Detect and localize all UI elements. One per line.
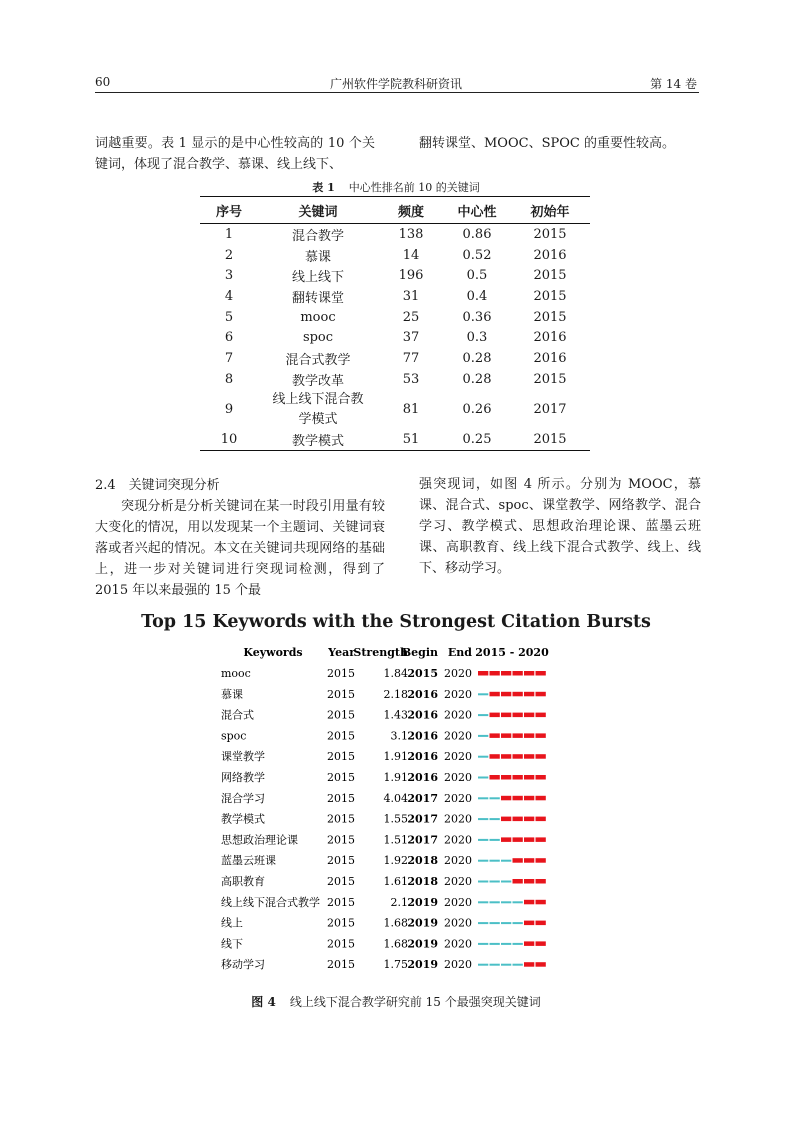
cell-keyword: 教学改革: [291, 373, 344, 389]
burst-segment-active: [524, 775, 534, 780]
burst-end-value: 2020: [444, 833, 472, 847]
burst-segment-inactive: [513, 922, 523, 924]
burst-segment-active: [513, 733, 523, 738]
burst-segment-inactive: [478, 777, 488, 779]
burst-segment-active: [536, 921, 546, 926]
burst-segment-inactive: [513, 901, 523, 903]
cell-frequency: 196: [398, 268, 424, 284]
cell-index: 1: [224, 226, 234, 242]
cell-centrality: 0.4: [466, 288, 488, 304]
burst-segment-inactive: [478, 756, 488, 758]
col-header-keywords: Keywords: [243, 646, 303, 659]
burst-segment-active: [524, 858, 534, 863]
burst-keyword-label: spoc: [221, 729, 247, 743]
cell-centrality: 0.52: [462, 247, 492, 263]
burst-segment-inactive: [478, 693, 488, 695]
table-row: [200, 265, 590, 286]
burst-segment-active: [501, 692, 511, 697]
burst-strength-value: 1.92: [383, 854, 408, 868]
col-header-keyword: 关键词: [258, 197, 378, 224]
burst-strength-value: 1.55: [383, 812, 408, 826]
table-row: [200, 390, 590, 430]
paragraph-burst-right: 强突现词，如图 4 所示。分别为 MOOC，慕课、混合式、spoc、课堂教学、网络教学、混合学习、教学模式、思想政治理论课、蓝墨云班课、高职教育、线上线下混合式教学、线上、线下、移动学习。: [419, 477, 701, 576]
burst-segment-active: [524, 900, 534, 905]
burst-segment-active: [524, 941, 534, 946]
cell-frequency: 37: [402, 330, 420, 346]
burst-segment-active: [536, 733, 546, 738]
burst-segment-active: [501, 713, 511, 718]
burst-end-value: 2020: [444, 812, 472, 826]
burst-segment-inactive: [478, 735, 488, 737]
cell-centrality: 0.36: [462, 309, 492, 325]
cell-keyword: 教学模式: [258, 430, 378, 451]
burst-segment-active: [536, 858, 546, 863]
cell-centrality: 0.3: [466, 330, 488, 346]
burst-segment-active: [536, 775, 546, 780]
burst-segment-active: [536, 692, 546, 697]
burst-segment-active: [513, 754, 523, 759]
burst-begin-value: 2019: [407, 937, 438, 951]
burst-end-value: 2020: [444, 750, 472, 764]
burst-year-value: 2015: [327, 875, 355, 888]
burst-begin-value: 2019: [407, 895, 438, 909]
burst-strength-value: 2.1: [390, 895, 408, 909]
burst-segment-active: [501, 754, 511, 759]
burst-segment-active: [490, 713, 500, 718]
cell-centrality: 0.28: [462, 371, 492, 387]
burst-begin-value: 2015: [407, 667, 438, 680]
burst-segment-inactive: [478, 943, 488, 945]
col-header-index: 序号: [200, 197, 258, 224]
cell-start-year: 2015: [510, 430, 590, 451]
burst-segment-active: [501, 837, 511, 842]
col-header-end: End: [447, 646, 472, 659]
burst-keyword-label: 教学模式: [221, 812, 265, 826]
burst-segment-active: [513, 858, 523, 863]
burst-begin-value: 2018: [407, 875, 438, 888]
burst-year-value: 2015: [327, 937, 355, 951]
burst-segment-inactive: [478, 901, 488, 903]
burst-segment-inactive: [501, 901, 511, 903]
cell-frequency: 31: [402, 288, 420, 304]
burst-segment-inactive: [513, 964, 523, 966]
cell-index: 5: [224, 309, 234, 325]
burst-year-value: 2015: [327, 708, 355, 722]
burst-segment-active: [536, 796, 546, 801]
burst-keyword-label: 高职教育: [221, 875, 265, 888]
cell-keyword: 混合式教学: [285, 352, 351, 368]
cell-start-year: 2015: [533, 309, 567, 325]
cell-keyword: 慕课: [304, 249, 331, 265]
burst-keyword-label: 慕课: [221, 687, 243, 701]
burst-segment-inactive: [478, 860, 488, 862]
burst-keyword-label: mooc: [221, 667, 251, 680]
col-header-begin: Begin: [401, 646, 438, 659]
burst-segment-active: [524, 817, 534, 822]
burst-end-value: 2020: [444, 771, 472, 784]
burst-end-value: 2020: [444, 708, 472, 722]
burst-year-value: 2015: [327, 958, 355, 972]
burst-strength-value: 2.18: [383, 687, 408, 701]
burst-strength-value: 1.75: [383, 958, 408, 972]
burst-segment-active: [524, 713, 534, 718]
figure-caption-label: 图 4: [251, 995, 276, 1009]
table-caption: [0, 179, 792, 195]
cell-centrality: 0.25: [444, 430, 510, 451]
burst-segment-inactive: [490, 943, 500, 945]
table-header-row: [200, 197, 590, 224]
cell-start-year: 2015: [533, 371, 567, 387]
burst-end-value: 2020: [444, 958, 472, 972]
burst-segment-active: [524, 879, 534, 884]
burst-segment-inactive: [490, 922, 500, 924]
burst-segment-active: [490, 775, 500, 780]
burst-segment-active: [524, 921, 534, 926]
page-number: 60: [95, 75, 111, 89]
burst-keyword-label: 线下: [221, 937, 243, 951]
burst-segment-inactive: [478, 881, 488, 883]
keyword-centrality-table: [200, 196, 590, 451]
burst-segment-active: [513, 879, 523, 884]
burst-segment-inactive: [490, 881, 500, 883]
figure-title: Top 15 Keywords with the Strongest Citation Bursts: [141, 612, 651, 632]
burst-end-value: 2020: [444, 729, 472, 743]
burst-strength-value: 3.1: [390, 729, 408, 743]
cell-keyword: 翻转课堂: [291, 290, 344, 306]
burst-end-value: 2020: [444, 791, 472, 805]
burst-segment-inactive: [478, 922, 488, 924]
burst-begin-value: 2016: [407, 687, 438, 701]
cell-keyword: mooc: [300, 309, 336, 325]
burst-year-value: 2015: [327, 771, 355, 784]
cell-start-year: 2015: [533, 268, 567, 284]
burst-segment-active: [490, 733, 500, 738]
cell-index: 3: [224, 268, 234, 284]
table-caption-text: 中心性排名前 10 的关键词: [348, 181, 480, 194]
burst-segment-active: [513, 671, 523, 676]
cell-frequency: 53: [402, 371, 420, 387]
burst-end-value: 2020: [444, 667, 472, 680]
cell-start-year: 2017: [533, 401, 567, 417]
burst-year-value: 2015: [327, 916, 355, 930]
cell-frequency: 77: [402, 350, 420, 366]
burst-year-value: 2015: [327, 895, 355, 909]
cell-start-year: 2016: [533, 247, 567, 263]
burst-segment-inactive: [490, 860, 500, 862]
burst-begin-value: 2016: [407, 771, 438, 784]
figure-caption-text: 线上线下混合教学研究前 15 个最强突现关键词: [289, 995, 541, 1009]
burst-strength-value: 1.84: [383, 667, 408, 680]
paragraph-intro-left: 词越重要。表 1 显示的是中心性较高的 10 个关键词，体现了混合教学、慕课、线上线下、: [95, 136, 375, 172]
table-row: [200, 430, 590, 451]
burst-segment-active: [513, 713, 523, 718]
figure-caption: [0, 993, 792, 1010]
burst-segment-active: [490, 692, 500, 697]
burst-year-value: 2015: [327, 854, 355, 868]
table-row: [200, 369, 590, 390]
burst-segment-active: [490, 754, 500, 759]
burst-segment-active: [501, 817, 511, 822]
burst-segment-inactive: [501, 881, 511, 883]
burst-segment-active: [478, 671, 488, 676]
burst-segment-active: [501, 671, 511, 676]
burst-year-value: 2015: [327, 667, 355, 680]
burst-keyword-label: 混合学习: [221, 791, 265, 805]
burst-end-value: 2020: [444, 687, 472, 701]
burst-segment-inactive: [513, 943, 523, 945]
burst-segment-active: [536, 900, 546, 905]
cell-keyword: spoc: [302, 330, 334, 346]
burst-segment-active: [513, 817, 523, 822]
burst-segment-active: [536, 671, 546, 676]
burst-segment-active: [536, 879, 546, 884]
burst-segment-inactive: [478, 818, 488, 820]
burst-keyword-label: 蓝墨云班课: [221, 854, 276, 868]
table-row: [200, 286, 590, 307]
burst-end-value: 2020: [444, 895, 472, 909]
citation-burst-chart: [0, 640, 792, 985]
cell-index: 2: [224, 247, 234, 263]
cell-start-year: 2015: [533, 226, 567, 242]
burst-begin-value: 2018: [407, 854, 438, 868]
burst-segment-inactive: [478, 839, 488, 841]
burst-keyword-label: 思想政治理论课: [221, 833, 298, 847]
burst-end-value: 2020: [444, 937, 472, 951]
burst-segment-inactive: [478, 964, 488, 966]
burst-segment-active: [524, 754, 534, 759]
cell-centrality: 0.28: [462, 350, 492, 366]
col-header-timeline: 2015 - 2020: [475, 646, 549, 659]
burst-keyword-label: 线上线下混合式教学: [221, 895, 320, 909]
col-header-year: Year: [328, 646, 355, 659]
burst-segment-inactive: [490, 839, 500, 841]
cell-keyword: 线上线下: [291, 270, 344, 286]
burst-segment-inactive: [490, 901, 500, 903]
table-row: [200, 307, 590, 328]
paragraph-burst-left: 突现分析是分析关键词在某一时段引用量有较大变化的情况，用以发现某一个主题词、关键词衰落或者兴起的情况。本文在关键词共现网络的基础上，进一步对关键词进行突现词检测，得到了 2015 年以来最强的 15 个最: [95, 499, 385, 598]
cell-centrality: 0.5: [466, 268, 488, 284]
burst-segment-inactive: [501, 943, 511, 945]
cell-start-year: 2016: [533, 350, 567, 366]
burst-keyword-label: 网络教学: [221, 771, 265, 784]
burst-segment-inactive: [490, 818, 500, 820]
burst-begin-value: 2019: [407, 916, 438, 930]
burst-strength-value: 1.51: [383, 833, 408, 847]
cell-index: 8: [224, 371, 234, 387]
burst-year-value: 2015: [327, 750, 355, 764]
cell-frequency: 25: [402, 309, 420, 325]
cell-index: 7: [224, 350, 234, 366]
burst-segment-active: [513, 796, 523, 801]
burst-segment-active: [501, 796, 511, 801]
burst-strength-value: 1.61: [383, 875, 408, 888]
col-header-centrality: 中心性: [444, 197, 510, 224]
burst-begin-value: 2017: [407, 833, 438, 847]
burst-segment-active: [490, 671, 500, 676]
cell-frequency: 14: [402, 247, 420, 263]
burst-segment-active: [513, 775, 523, 780]
cell-frequency: 81: [402, 401, 420, 417]
burst-strength-value: 1.68: [383, 937, 408, 951]
table-row: [200, 327, 590, 348]
table-row: [200, 245, 590, 266]
burst-keyword-label: 线上: [221, 916, 243, 930]
burst-segment-inactive: [478, 797, 488, 799]
burst-segment-active: [536, 817, 546, 822]
burst-segment-active: [536, 713, 546, 718]
burst-end-value: 2020: [444, 916, 472, 930]
burst-segment-active: [501, 775, 511, 780]
burst-segment-inactive: [501, 964, 511, 966]
burst-year-value: 2015: [327, 812, 355, 826]
burst-segment-active: [524, 796, 534, 801]
burst-segment-active: [536, 941, 546, 946]
cell-index: 4: [224, 288, 234, 304]
burst-end-value: 2020: [444, 854, 472, 868]
burst-keyword-label: 混合式: [221, 708, 254, 722]
burst-segment-inactive: [501, 860, 511, 862]
burst-year-value: 2015: [327, 729, 355, 743]
burst-strength-value: 1.91: [383, 750, 408, 764]
paragraph-intro-right: 翻转课堂、MOOC、SPOC 的重要性较高。: [419, 136, 675, 151]
burst-segment-active: [536, 754, 546, 759]
cell-index: 9: [224, 401, 234, 417]
volume-label: 第 14 卷: [650, 77, 697, 91]
burst-segment-active: [513, 837, 523, 842]
burst-segment-active: [524, 692, 534, 697]
burst-end-value: 2020: [444, 875, 472, 888]
burst-year-value: 2015: [327, 833, 355, 847]
cell-index: 10: [200, 430, 258, 451]
table-row: [200, 348, 590, 369]
col-header-strength: Strength: [353, 646, 408, 659]
burst-segment-active: [536, 962, 546, 967]
cell-frequency: 138: [398, 226, 424, 242]
cell-centrality: 0.86: [462, 226, 492, 242]
col-header-start-year: 初始年: [510, 197, 590, 224]
burst-begin-value: 2017: [407, 791, 438, 805]
burst-segment-inactive: [490, 964, 500, 966]
burst-begin-value: 2017: [407, 812, 438, 826]
burst-begin-value: 2016: [407, 750, 438, 764]
burst-year-value: 2015: [327, 687, 355, 701]
burst-keyword-label: 课堂教学: [221, 750, 265, 764]
section-heading: 2.4 关键词突现分析: [95, 478, 220, 493]
journal-title: 广州软件学院教科研资讯: [329, 77, 462, 91]
burst-segment-inactive: [501, 922, 511, 924]
table-caption-label: 表 1: [312, 181, 335, 194]
burst-segment-active: [524, 733, 534, 738]
burst-keyword-label: 移动学习: [221, 958, 265, 972]
cell-centrality: 0.26: [462, 401, 492, 417]
burst-segment-active: [536, 837, 546, 842]
burst-year-value: 2015: [327, 791, 355, 805]
cell-index: 6: [224, 330, 234, 346]
col-header-frequency: 频度: [378, 197, 444, 224]
burst-begin-value: 2019: [407, 958, 438, 972]
cell-keyword: 线上线下混合教学模式: [272, 391, 364, 427]
burst-strength-value: 1.43: [383, 708, 408, 722]
cell-start-year: 2015: [533, 288, 567, 304]
burst-begin-value: 2016: [407, 708, 438, 722]
burst-segment-active: [513, 692, 523, 697]
cell-keyword: 混合教学: [291, 228, 344, 244]
burst-segment-inactive: [490, 797, 500, 799]
cell-start-year: 2016: [533, 330, 567, 346]
cell-frequency: 51: [378, 430, 444, 451]
burst-segment-active: [524, 837, 534, 842]
burst-begin-value: 2016: [407, 729, 438, 743]
burst-strength-value: 1.91: [383, 771, 408, 784]
burst-segment-active: [524, 671, 534, 676]
burst-strength-value: 4.04: [383, 791, 408, 805]
burst-segment-active: [501, 733, 511, 738]
table-row: [200, 224, 590, 245]
burst-strength-value: 1.68: [383, 916, 408, 930]
burst-segment-inactive: [478, 714, 488, 716]
header-rule: [95, 92, 699, 93]
burst-segment-active: [524, 962, 534, 967]
